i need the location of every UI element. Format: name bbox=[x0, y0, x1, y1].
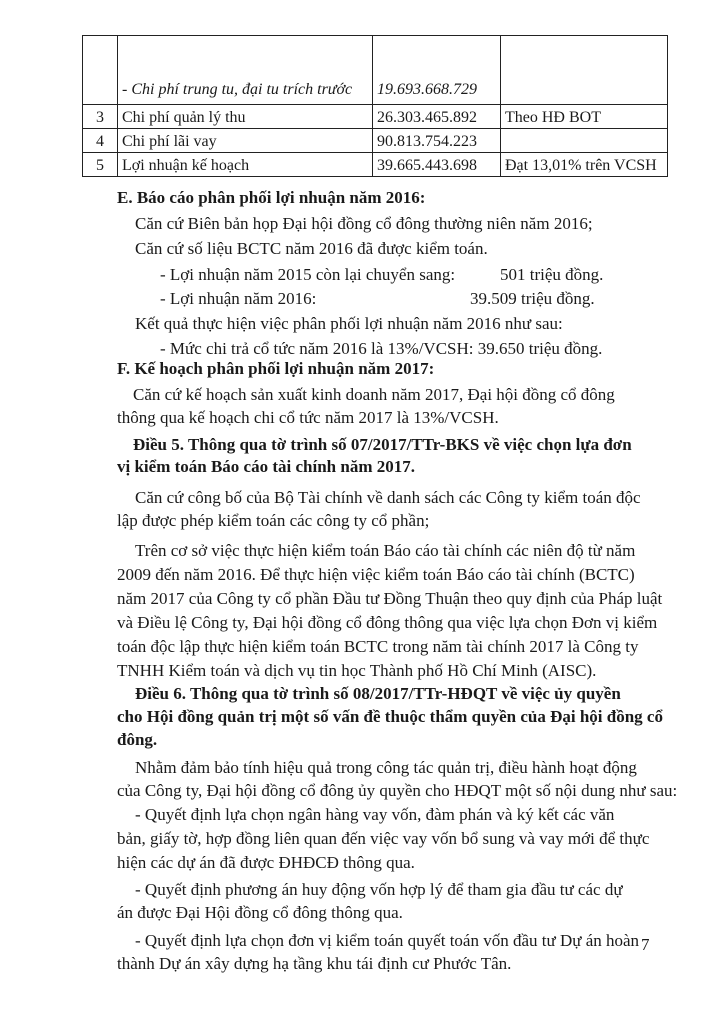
plan-table bbox=[82, 35, 668, 177]
row-note: Đạt 13,01% trên VCSH bbox=[501, 153, 668, 177]
article6-bullet3-line2: thành Dự án xây dựng hạ tầng khu tái định cư Phước Tân. bbox=[117, 954, 512, 973]
section-e-line3: Kết quả thực hiện việc phân phối lợi nhuận năm 2016 như sau: bbox=[135, 314, 563, 333]
section-e-line4: - Mức chi trả cổ tức năm 2016 là 13%/VCSH: 39.650 triệu đồng. bbox=[160, 339, 603, 358]
row-number bbox=[83, 36, 118, 105]
table-row bbox=[83, 153, 668, 177]
table-row bbox=[83, 36, 668, 105]
article5-p2-line6: TNHH Kiểm toán và dịch vụ tin học Thành phố Hồ Chí Minh (AISC). bbox=[117, 661, 597, 680]
section-e-item1-value: 501 triệu đồng. bbox=[500, 265, 604, 284]
page-number: 7 bbox=[641, 935, 650, 954]
article6-bullet1-line2: bản, giấy tờ, hợp đồng liên quan đến việc vay vốn bổ sung và vay mới để thực bbox=[117, 829, 650, 848]
row-amount: 26.303.465.892 bbox=[373, 105, 501, 129]
section-e-line2: Căn cứ số liệu BCTC năm 2016 đã được kiểm toán. bbox=[135, 239, 488, 258]
row-note bbox=[501, 129, 668, 153]
article6-title-line3: đông. bbox=[117, 730, 158, 749]
article6-p1-line2: của Công ty, Đại hội đồng cổ đông ủy quyền cho HĐQT một số nội dung như sau: bbox=[117, 781, 678, 800]
article6-bullet3-line1: - Quyết định lựa chọn đơn vị kiểm toán quyết toán vốn đầu tư Dự án hoàn bbox=[135, 931, 640, 950]
row-amount: 39.665.443.698 bbox=[373, 153, 501, 177]
row-note bbox=[501, 36, 668, 105]
table-row bbox=[83, 129, 668, 153]
article6-bullet1-line1: - Quyết định lựa chọn ngân hàng vay vốn, đàm phán và ký kết các văn bbox=[135, 805, 615, 824]
article5-p2-line4: và Điều lệ Công ty, Đại hội đồng cổ đông thông qua việc lựa chọn Đơn vị kiểm bbox=[117, 613, 658, 632]
article5-title-line2: vị kiểm toán Báo cáo tài chính năm 2017. bbox=[117, 457, 415, 476]
article6-title-line1: Điều 6. Thông qua tờ trình số 08/2017/TTr-HĐQT về việc ủy quyền bbox=[135, 684, 621, 703]
row-item: Lợi nhuận kế hoạch bbox=[118, 153, 373, 177]
section-e-item2-label: - Lợi nhuận năm 2016: bbox=[160, 289, 317, 308]
row-amount: 19.693.668.729 bbox=[373, 36, 501, 105]
article6-bullet2-line2: án được Đại Hội đồng cổ đông thông qua. bbox=[117, 903, 403, 922]
row-number: 3 bbox=[83, 105, 118, 129]
row-item: Chi phí quản lý thu bbox=[118, 105, 373, 129]
row-item: Chi phí lãi vay bbox=[118, 129, 373, 153]
section-f-p1-line2: thông qua kế hoạch chi cổ tức năm 2017 là 13%/VCSH. bbox=[117, 408, 499, 427]
section-e-item2-value: 39.509 triệu đồng. bbox=[470, 289, 595, 308]
table-row bbox=[83, 105, 668, 129]
article5-p1-line2: lập được phép kiểm toán các công ty cổ phần; bbox=[117, 511, 430, 530]
row-amount: 90.813.754.223 bbox=[373, 129, 501, 153]
article6-title-line2: cho Hội đồng quản trị một số vấn đề thuộc thẩm quyền của Đại hội đồng cổ bbox=[117, 707, 663, 726]
row-note: Theo HĐ BOT bbox=[501, 105, 668, 129]
article5-p2-line2: 2009 đến năm 2016. Để thực hiện việc kiểm toán Báo cáo tài chính (BCTC) bbox=[117, 565, 635, 584]
article5-p2-line3: năm 2017 của Công ty cổ phần Đầu tư Đồng Thuận theo quy định của Pháp luật bbox=[117, 589, 663, 608]
article6-p1-line1: Nhằm đảm bảo tính hiệu quả trong công tác quản trị, điều hành hoạt động bbox=[135, 758, 637, 777]
article6-bullet2-line1: - Quyết định phương án huy động vốn hợp lý để tham gia đầu tư các dự bbox=[135, 880, 623, 899]
section-f-title: F. Kế hoạch phân phối lợi nhuận năm 2017: bbox=[117, 359, 435, 378]
section-e-line1: Căn cứ Biên bản họp Đại hội đồng cổ đông thường niên năm 2016; bbox=[135, 214, 593, 233]
article5-p2-line1: Trên cơ sở việc thực hiện kiểm toán Báo cáo tài chính các niên độ từ năm bbox=[135, 541, 636, 560]
section-f-p1-line1: Căn cứ kế hoạch sản xuất kinh doanh năm 2017, Đại hội đồng cổ đông bbox=[133, 385, 615, 404]
article5-p1-line1: Căn cứ công bố của Bộ Tài chính về danh sách các Công ty kiểm toán độc bbox=[135, 488, 641, 507]
row-number: 5 bbox=[83, 153, 118, 177]
article6-bullet1-line3: hiện các dự án đã được ĐHĐCĐ thông qua. bbox=[117, 853, 415, 872]
article5-title-line1: Điều 5. Thông qua tờ trình số 07/2017/TTr-BKS về việc chọn lựa đơn bbox=[133, 435, 632, 454]
section-e-item1-label: - Lợi nhuận năm 2015 còn lại chuyển sang: bbox=[160, 265, 456, 284]
row-number: 4 bbox=[83, 129, 118, 153]
section-e-title: E. Báo cáo phân phối lợi nhuận năm 2016: bbox=[117, 188, 426, 207]
article5-p2-line5: toán độc lập thực hiện kiểm toán BCTC trong năm tài chính 2017 là Công ty bbox=[117, 637, 639, 656]
row-item: - Chi phí trung tu, đại tu trích trước bbox=[118, 36, 373, 105]
